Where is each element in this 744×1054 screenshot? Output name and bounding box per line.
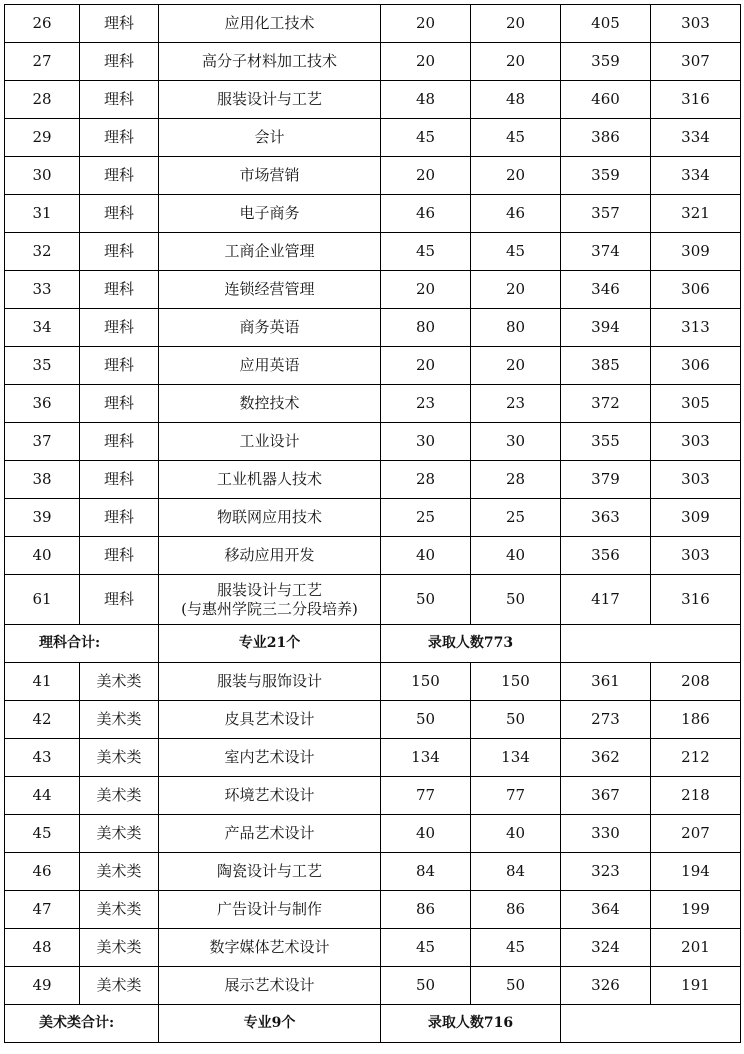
row-admitted: 50 xyxy=(471,575,561,625)
row-max-score: 385 xyxy=(561,347,651,385)
row-number: 36 xyxy=(5,385,80,423)
row-admitted: 40 xyxy=(471,815,561,853)
row-plan: 20 xyxy=(381,347,471,385)
table-row xyxy=(5,739,741,777)
major-name-line1: 服装设计与工艺 xyxy=(216,580,322,599)
row-max-score: 364 xyxy=(561,891,651,929)
row-number: 49 xyxy=(5,967,80,1005)
row-max-score: 326 xyxy=(561,967,651,1005)
row-max-score: 330 xyxy=(561,815,651,853)
row-number: 44 xyxy=(5,777,80,815)
row-category: 理科 xyxy=(80,499,159,537)
row-category: 美术类 xyxy=(80,929,159,967)
row-major: 连锁经营管理 xyxy=(159,271,381,309)
row-number: 30 xyxy=(5,157,80,195)
row-major: 物联网应用技术 xyxy=(159,499,381,537)
row-number: 27 xyxy=(5,43,80,81)
row-admitted: 20 xyxy=(471,43,561,81)
row-plan: 20 xyxy=(381,271,471,309)
row-min-score: 191 xyxy=(651,967,741,1005)
table-row xyxy=(5,777,741,815)
row-number: 47 xyxy=(5,891,80,929)
row-max-score: 374 xyxy=(561,233,651,271)
row-plan: 50 xyxy=(381,701,471,739)
table-row xyxy=(5,701,741,739)
row-admitted: 46 xyxy=(471,195,561,233)
row-max-score: 362 xyxy=(561,739,651,777)
row-max-score: 394 xyxy=(561,309,651,347)
row-major: 高分子材料加工技术 xyxy=(159,43,381,81)
table-row xyxy=(5,271,741,309)
table-row xyxy=(5,929,741,967)
row-plan: 50 xyxy=(381,967,471,1005)
row-admitted: 134 xyxy=(471,739,561,777)
row-min-score: 303 xyxy=(651,461,741,499)
row-max-score: 372 xyxy=(561,385,651,423)
row-min-score: 218 xyxy=(651,777,741,815)
row-category: 理科 xyxy=(80,157,159,195)
row-min-score: 307 xyxy=(651,43,741,81)
row-admitted: 84 xyxy=(471,853,561,891)
row-plan: 20 xyxy=(381,5,471,43)
row-number: 45 xyxy=(5,815,80,853)
table-row xyxy=(5,853,741,891)
row-category: 美术类 xyxy=(80,967,159,1005)
row-plan: 40 xyxy=(381,537,471,575)
row-admitted: 45 xyxy=(471,929,561,967)
row-max-score: 355 xyxy=(561,423,651,461)
row-number: 34 xyxy=(5,309,80,347)
row-plan: 150 xyxy=(381,663,471,701)
row-category: 理科 xyxy=(80,5,159,43)
row-category: 理科 xyxy=(80,43,159,81)
major-name-line2: (与惠州学院三二分段培养) xyxy=(181,599,358,618)
row-plan: 134 xyxy=(381,739,471,777)
row-plan: 28 xyxy=(381,461,471,499)
row-plan: 40 xyxy=(381,815,471,853)
row-max-score: 273 xyxy=(561,701,651,739)
row-min-score: 212 xyxy=(651,739,741,777)
row-major: 会计 xyxy=(159,119,381,157)
row-min-score: 334 xyxy=(651,119,741,157)
row-category: 理科 xyxy=(80,537,159,575)
row-admitted: 40 xyxy=(471,537,561,575)
row-major: 室内艺术设计 xyxy=(159,739,381,777)
row-number: 29 xyxy=(5,119,80,157)
row-category: 理科 xyxy=(80,309,159,347)
row-admitted: 20 xyxy=(471,157,561,195)
row-plan: 30 xyxy=(381,423,471,461)
summary-admitted: 录取人数773 xyxy=(381,625,561,663)
admission-table xyxy=(4,4,741,1043)
row-plan: 45 xyxy=(381,929,471,967)
table-row xyxy=(5,461,741,499)
row-number: 46 xyxy=(5,853,80,891)
row-min-score: 305 xyxy=(651,385,741,423)
table-row xyxy=(5,233,741,271)
table-row xyxy=(5,815,741,853)
row-category: 理科 xyxy=(80,347,159,385)
row-min-score: 303 xyxy=(651,423,741,461)
row-max-score: 379 xyxy=(561,461,651,499)
row-min-score: 303 xyxy=(651,537,741,575)
row-max-score: 346 xyxy=(561,271,651,309)
row-number: 35 xyxy=(5,347,80,385)
row-max-score: 359 xyxy=(561,43,651,81)
table-row xyxy=(5,891,741,929)
row-admitted: 28 xyxy=(471,461,561,499)
row-admitted: 45 xyxy=(471,233,561,271)
row-major: 电子商务 xyxy=(159,195,381,233)
table-row xyxy=(5,347,741,385)
row-number: 32 xyxy=(5,233,80,271)
row-plan: 48 xyxy=(381,81,471,119)
row-min-score: 321 xyxy=(651,195,741,233)
row-major: 商务英语 xyxy=(159,309,381,347)
row-major: 环境艺术设计 xyxy=(159,777,381,815)
row-admitted: 45 xyxy=(471,119,561,157)
row-max-score: 359 xyxy=(561,157,651,195)
row-number: 48 xyxy=(5,929,80,967)
row-plan: 80 xyxy=(381,309,471,347)
row-min-score: 313 xyxy=(651,309,741,347)
row-number: 43 xyxy=(5,739,80,777)
row-major: 移动应用开发 xyxy=(159,537,381,575)
row-plan: 45 xyxy=(381,119,471,157)
row-min-score: 316 xyxy=(651,81,741,119)
row-number: 41 xyxy=(5,663,80,701)
row-category: 美术类 xyxy=(80,739,159,777)
row-category: 理科 xyxy=(80,195,159,233)
row-major: 皮具艺术设计 xyxy=(159,701,381,739)
table-row xyxy=(5,157,741,195)
row-number: 33 xyxy=(5,271,80,309)
row-number: 42 xyxy=(5,701,80,739)
table-row xyxy=(5,81,741,119)
row-major: 应用英语 xyxy=(159,347,381,385)
row-major xyxy=(159,575,381,625)
summary-admitted: 录取人数716 xyxy=(381,1005,561,1043)
row-category: 美术类 xyxy=(80,663,159,701)
row-category: 理科 xyxy=(80,461,159,499)
table-row xyxy=(5,309,741,347)
row-number: 37 xyxy=(5,423,80,461)
row-max-score: 367 xyxy=(561,777,651,815)
row-category: 理科 xyxy=(80,575,159,625)
row-category: 美术类 xyxy=(80,701,159,739)
row-min-score: 194 xyxy=(651,853,741,891)
row-min-score: 334 xyxy=(651,157,741,195)
summary-blank xyxy=(561,625,741,663)
row-number: 39 xyxy=(5,499,80,537)
row-admitted: 86 xyxy=(471,891,561,929)
row-category: 理科 xyxy=(80,233,159,271)
row-min-score: 199 xyxy=(651,891,741,929)
row-min-score: 309 xyxy=(651,233,741,271)
row-max-score: 460 xyxy=(561,81,651,119)
row-max-score: 361 xyxy=(561,663,651,701)
table-row xyxy=(5,43,741,81)
science-summary-row xyxy=(5,625,741,663)
row-category: 美术类 xyxy=(80,891,159,929)
row-major: 服装与服饰设计 xyxy=(159,663,381,701)
row-category: 理科 xyxy=(80,81,159,119)
row-max-score: 323 xyxy=(561,853,651,891)
table-row xyxy=(5,537,741,575)
table-row xyxy=(5,5,741,43)
row-category: 理科 xyxy=(80,423,159,461)
row-major: 数字媒体艺术设计 xyxy=(159,929,381,967)
row-category: 理科 xyxy=(80,119,159,157)
summary-majors: 专业9个 xyxy=(159,1005,381,1043)
row-plan: 20 xyxy=(381,157,471,195)
row-number: 31 xyxy=(5,195,80,233)
summary-blank xyxy=(561,1005,741,1043)
science-section xyxy=(5,5,741,575)
table-row xyxy=(5,663,741,701)
row-admitted: 30 xyxy=(471,423,561,461)
row-major: 数控技术 xyxy=(159,385,381,423)
row-number: 28 xyxy=(5,81,80,119)
row-category: 理科 xyxy=(80,385,159,423)
row-category: 美术类 xyxy=(80,853,159,891)
row-min-score: 309 xyxy=(651,499,741,537)
science-special-section xyxy=(5,575,741,663)
row-plan: 25 xyxy=(381,499,471,537)
row-major: 工商企业管理 xyxy=(159,233,381,271)
row-admitted: 77 xyxy=(471,777,561,815)
row-min-score: 303 xyxy=(651,5,741,43)
row-min-score: 186 xyxy=(651,701,741,739)
art-section xyxy=(5,663,741,1005)
row-number: 38 xyxy=(5,461,80,499)
row-min-score: 306 xyxy=(651,347,741,385)
row-plan: 86 xyxy=(381,891,471,929)
summary-label: 理科合计: xyxy=(5,625,159,663)
table-row xyxy=(5,575,741,625)
row-max-score: 324 xyxy=(561,929,651,967)
row-plan: 20 xyxy=(381,43,471,81)
row-admitted: 150 xyxy=(471,663,561,701)
table-row xyxy=(5,499,741,537)
table-row xyxy=(5,967,741,1005)
table-row xyxy=(5,195,741,233)
row-major: 工业设计 xyxy=(159,423,381,461)
row-major: 应用化工技术 xyxy=(159,5,381,43)
row-max-score: 417 xyxy=(561,575,651,625)
row-major: 市场营销 xyxy=(159,157,381,195)
row-admitted: 80 xyxy=(471,309,561,347)
row-major: 陶瓷设计与工艺 xyxy=(159,853,381,891)
row-admitted: 50 xyxy=(471,967,561,1005)
row-number: 26 xyxy=(5,5,80,43)
row-max-score: 356 xyxy=(561,537,651,575)
row-category: 美术类 xyxy=(80,777,159,815)
row-min-score: 208 xyxy=(651,663,741,701)
art-summary-section xyxy=(5,1005,741,1043)
row-min-score: 306 xyxy=(651,271,741,309)
row-admitted: 48 xyxy=(471,81,561,119)
row-plan: 50 xyxy=(381,575,471,625)
row-major: 工业机器人技术 xyxy=(159,461,381,499)
row-admitted: 23 xyxy=(471,385,561,423)
row-max-score: 357 xyxy=(561,195,651,233)
row-plan: 23 xyxy=(381,385,471,423)
row-plan: 77 xyxy=(381,777,471,815)
table-row xyxy=(5,423,741,461)
row-min-score: 316 xyxy=(651,575,741,625)
row-number: 61 xyxy=(5,575,80,625)
row-admitted: 20 xyxy=(471,347,561,385)
summary-majors: 专业21个 xyxy=(159,625,381,663)
row-max-score: 363 xyxy=(561,499,651,537)
summary-label: 美术类合计: xyxy=(5,1005,159,1043)
row-admitted: 20 xyxy=(471,5,561,43)
row-plan: 46 xyxy=(381,195,471,233)
row-admitted: 50 xyxy=(471,701,561,739)
row-category: 美术类 xyxy=(80,815,159,853)
table-row xyxy=(5,385,741,423)
row-admitted: 20 xyxy=(471,271,561,309)
row-min-score: 201 xyxy=(651,929,741,967)
art-summary-row xyxy=(5,1005,741,1043)
row-number: 40 xyxy=(5,537,80,575)
row-category: 理科 xyxy=(80,271,159,309)
row-major: 广告设计与制作 xyxy=(159,891,381,929)
row-major: 服装设计与工艺 xyxy=(159,81,381,119)
row-plan: 84 xyxy=(381,853,471,891)
row-min-score: 207 xyxy=(651,815,741,853)
table-row xyxy=(5,119,741,157)
row-major: 产品艺术设计 xyxy=(159,815,381,853)
row-major: 展示艺术设计 xyxy=(159,967,381,1005)
row-max-score: 405 xyxy=(561,5,651,43)
row-admitted: 25 xyxy=(471,499,561,537)
row-plan: 45 xyxy=(381,233,471,271)
row-max-score: 386 xyxy=(561,119,651,157)
